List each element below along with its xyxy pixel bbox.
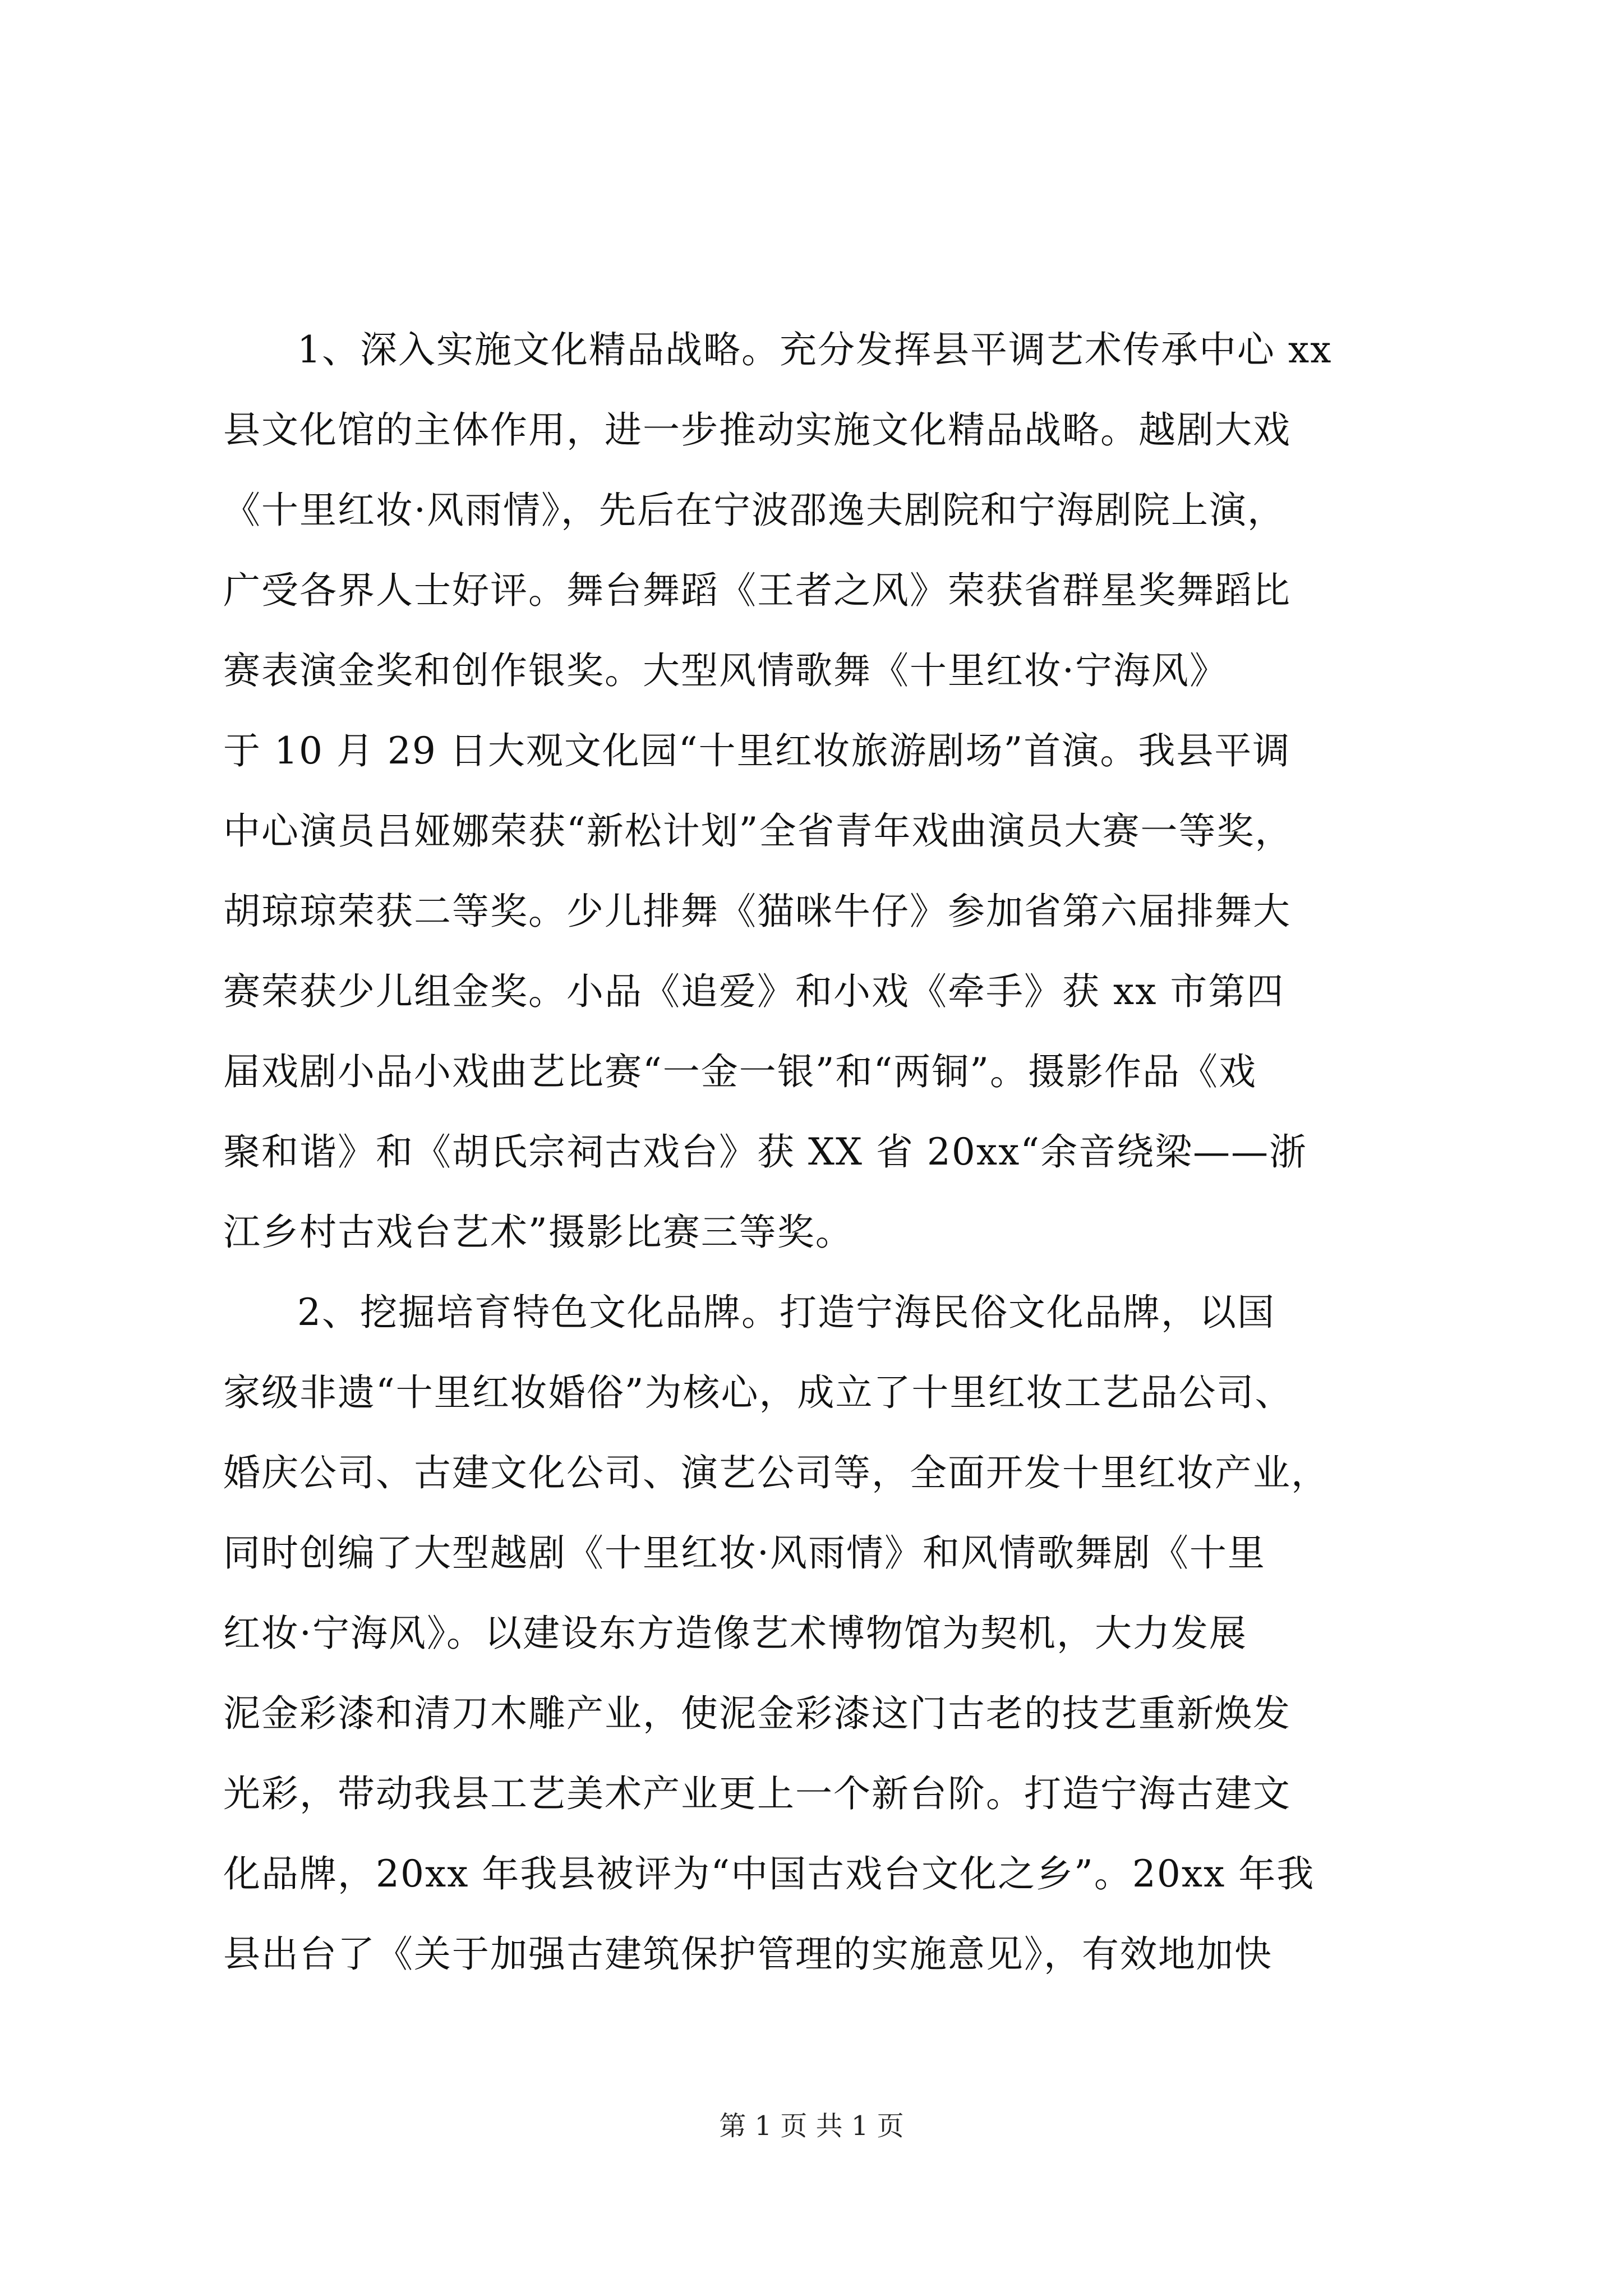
paragraph-line: 聚和谐》和《胡氏宗祠古戏台》获 XX 省 20xx“余音绕梁——浙: [223, 1130, 1308, 1174]
page-footer: 第 1 页 共 1 页: [719, 2110, 904, 2142]
paragraph-line: 于 10 月 29 日大观文化园“十里红妆旅游剧场”首演。我县平调: [223, 729, 1291, 772]
paragraph-line: 赛表演金奖和创作银奖。大型风情歌舞《十里红妆·宁海风》: [223, 649, 1228, 692]
paragraph-line: 赛荣获少儿组金奖。小品《追爱》和小戏《牵手》获 xx 市第四: [223, 970, 1285, 1013]
paragraph-line: 江乡村古戏台艺术”摄影比赛三等奖。: [223, 1211, 854, 1254]
paragraph-2: [223, 1272, 1412, 1994]
paragraph-line: 同时创编了大型越剧《十里红妆·风雨情》和风情歌舞剧《十里: [223, 1531, 1266, 1575]
paragraph-line: 1、深入实施文化精品战略。充分发挥县平调艺术传承中心 xx: [297, 328, 1332, 371]
paragraph-line: 化品牌，20xx 年我县被评为“中国古戏台文化之乡”。20xx 年我: [223, 1852, 1315, 1895]
paragraph-1: [223, 310, 1412, 1272]
document-body: [223, 310, 1412, 1994]
paragraph-line: 广受各界人士好评。舞台舞蹈《王者之风》荣获省群星奖舞蹈比: [223, 569, 1291, 612]
paragraph-line: 县文化馆的主体作用，进一步推动实施文化精品战略。越剧大戏: [223, 408, 1291, 452]
paragraph-line: 婚庆公司、古建文化公司、演艺公司等，全面开发十里红妆产业，: [223, 1451, 1329, 1494]
paragraph-line: 光彩，带动我县工艺美术产业更上一个新台阶。打造宁海古建文: [223, 1772, 1291, 1815]
paragraph-line: 中心演员吕娅娜荣获“新松计划”全省青年戏曲演员大赛一等奖，: [223, 809, 1293, 853]
paragraph-line: 家级非遗“十里红妆婚俗”为核心，成立了十里红妆工艺品公司、: [223, 1371, 1293, 1414]
paragraph-line: 《十里红妆·风雨情》，先后在宁波邵逸夫剧院和宁海剧院上演，: [223, 489, 1285, 532]
paragraph-line: 胡琼琼荣获二等奖。少儿排舞《猫咪牛仔》参加省第六届排舞大: [223, 890, 1291, 933]
paragraph-line: 泥金彩漆和清刀木雕产业，使泥金彩漆这门古老的技艺重新焕发: [223, 1692, 1291, 1735]
paragraph-line: 届戏剧小品小戏曲艺比赛“一金一银”和“两铜”。摄影作品《戏: [223, 1050, 1257, 1093]
paragraph-line: 2、挖掘培育特色文化品牌。打造宁海民俗文化品牌，以国: [297, 1291, 1275, 1334]
paragraph-line: 县出台了《关于加强古建筑保护管理的实施意见》，有效地加快: [223, 1932, 1272, 1976]
paragraph-line: 红妆·宁海风》。以建设东方造像艺术博物馆为契机，大力发展: [223, 1612, 1247, 1655]
